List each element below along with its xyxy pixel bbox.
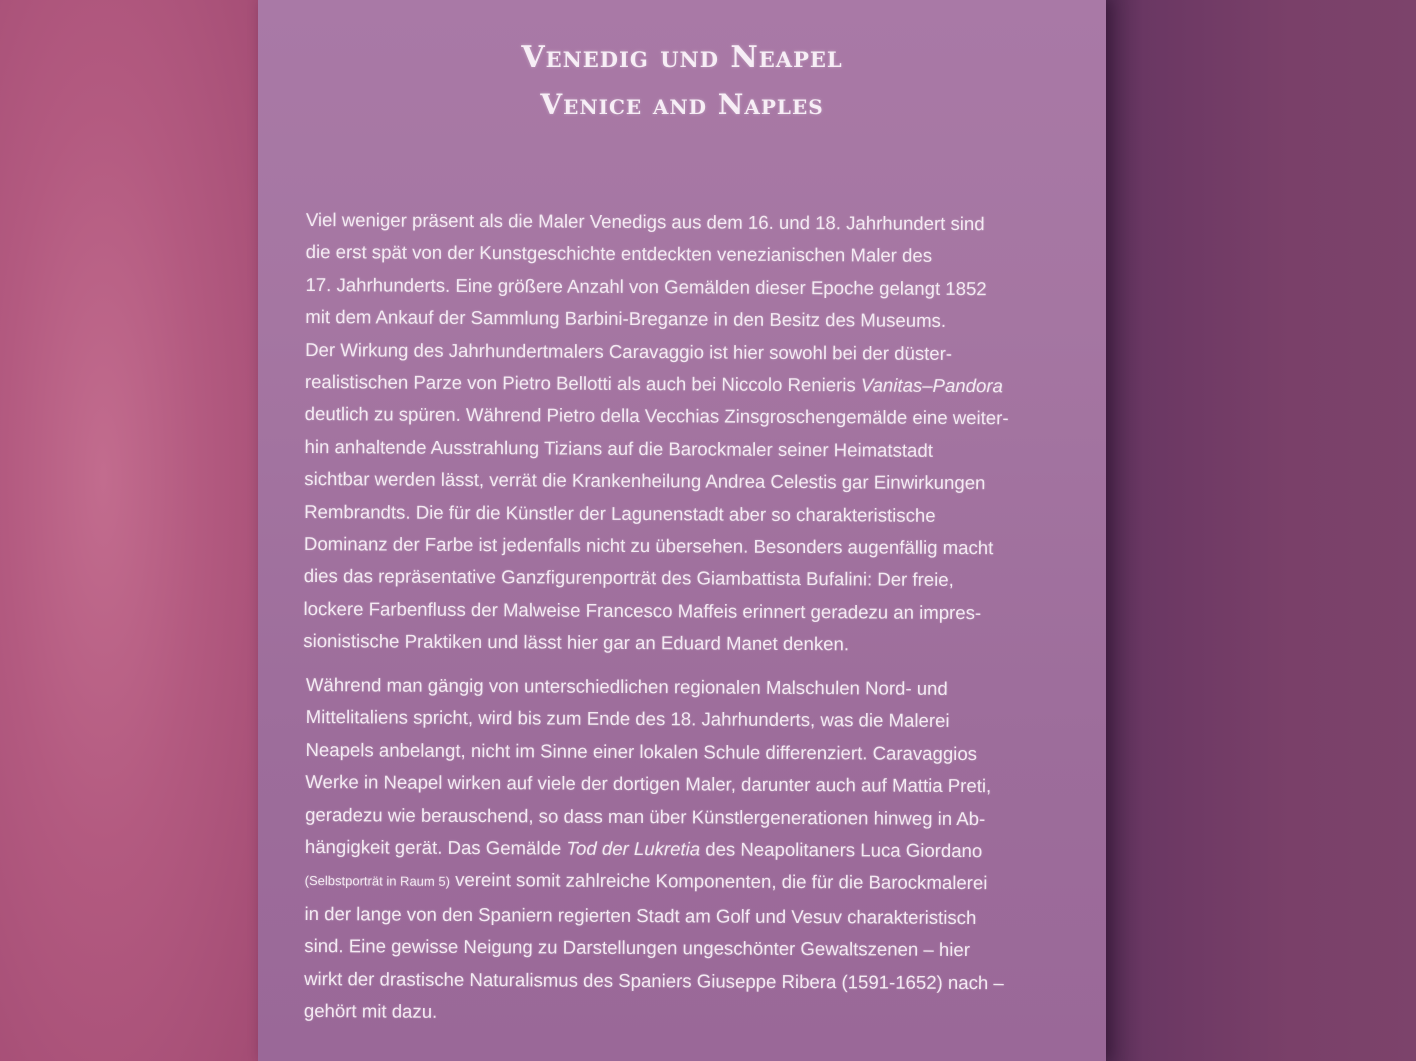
text-line: sind. Eine gewisse Neigung zu Darstellungen ungeschönter Gewaltszenen – hier (304, 935, 971, 961)
paragraph-naples (304, 669, 1066, 1032)
text-line: mit dem Ankauf der Sammlung Barbini-Breganze in den Besitz des Museums. (305, 306, 947, 332)
text-line: 17. Jahrhunderts. Eine größere Anzahl von Gemälden dieser Epoche gelangt 1852 (305, 273, 987, 299)
text-line: Werke in Neapel wirken auf viele der dortigen Maler, darunter auch auf Mattia Preti, (305, 771, 992, 797)
artwork-title-lukretia: Tod der Lukretia (566, 837, 701, 860)
text-line: Mittelitaliens spricht, wird bis zum Ende des 18. Jahrhunderts, was die Malerei (305, 706, 950, 732)
text-line: sionistische Praktiken und lässt hier gar an Eduard Manet denken. (303, 630, 850, 655)
wall-right (1106, 0, 1416, 1061)
text-line (305, 366, 1065, 403)
wall-left (0, 0, 258, 1061)
text-segment: realistischen Parze von Pietro Bellotti als auch bei Niccolo Renieris (304, 371, 861, 396)
text-segment: hängigkeit gerät. Das Gemälde (304, 836, 567, 859)
museum-sign-panel (258, 0, 1106, 1061)
text-segment: des Neapolitaners Luca Giordano (700, 838, 983, 862)
title-german: Venedig und Neapel (521, 40, 843, 75)
artwork-title-vanitas: Vanitas–Pandora (860, 374, 1003, 397)
text-line: wirkt der drastische Naturalismus des Spaniers Giuseppe Ribera (1591-1652) nach – (304, 967, 1004, 993)
text-segment: vereint somit zahlreiche Komponenten, die für die Barockmalerei (449, 869, 988, 894)
text-line: Während man gängig von unterschiedlichen regionalen Malschulen Nord- und (305, 673, 948, 699)
text-line (305, 831, 1065, 868)
text-line: Dominanz der Farbe ist jedenfalls nicht zu übersehen. Besonders augenfällig macht (303, 533, 994, 559)
text-line: Rembrandts. Die für die Künstler der Lagunenstadt aber so charakteristische (304, 500, 936, 526)
text-line: Neapels anbelangt, nicht im Sinne einer lokalen Schule differenziert. Caravaggios (305, 738, 978, 764)
text-line: in der lange von den Spaniern regierten Stadt am Golf und Vesuv charakteristisch (304, 902, 977, 928)
text-line: gehört mit dazu. (303, 1000, 438, 1022)
text-line: lockere Farbenfluss der Malweise Francesco Maffeis erinnert geradezu an impres- (303, 597, 982, 624)
room-reference: (Selbstporträt in Raum 5) (304, 873, 450, 890)
paragraph-venice (303, 204, 1066, 662)
text-line: Viel weniger präsent als die Maler Venedigs aus dem 16. und 18. Jahrhundert sind (305, 208, 985, 235)
text-line: die erst spät von der Kunstgeschichte entdeckten venezianischen Maler des (305, 241, 933, 267)
text-line: Der Wirkung des Jahrhundertmalers Caravaggio ist hier sowohl bei der düster- (305, 338, 953, 364)
text-line: geradezu wie berauschend, so dass man über Künstlergenerationen hinweg in Ab- (305, 803, 986, 829)
text-line: hin anhaltende Ausstrahlung Tizians auf die Barockmaler seiner Heimatstadt (304, 435, 933, 461)
title-english: Venice and Naples (540, 88, 824, 121)
text-line: dies das repräsentative Ganzfigurenporträt des Giambattista Bufalini: Der freie, (303, 565, 954, 591)
text-line: sichtbar werden lässt, verrät die Krankenheilung Andrea Celestis gar Einwirkungen (304, 468, 986, 494)
text-line (305, 863, 1065, 902)
text-line: deutlich zu spüren. Während Pietro della Vecchias Zinsgroschengemälde eine weiter- (304, 403, 1009, 429)
